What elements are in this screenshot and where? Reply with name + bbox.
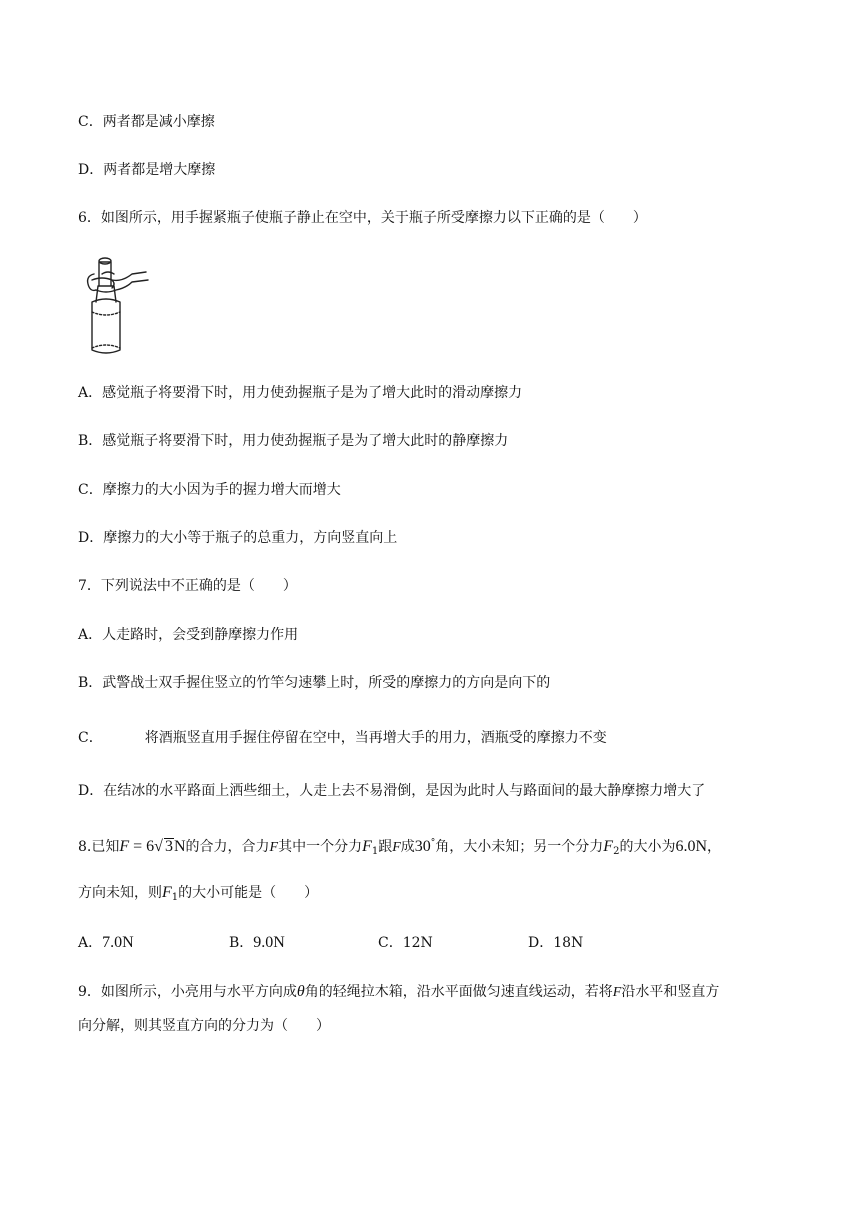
q8-text: 成 <box>400 839 415 855</box>
q8-f1-subscript: 1 <box>371 846 379 857</box>
q6-stem: 6．如图所示，用手握紧瓶子使瓶子静止在空中，关于瓶子所受摩擦力以下正确的是（ ） <box>78 210 647 226</box>
q8-option-a <box>78 934 134 952</box>
q8-stem-line2 <box>78 884 318 907</box>
q8-option-d <box>528 934 583 952</box>
q5-option-c: C．两者都是减小摩擦 <box>78 114 215 130</box>
q8-degree: ° <box>430 838 436 848</box>
q9-text: 沿水平和竖直方 <box>621 984 720 1000</box>
q8-number: 8. <box>78 839 92 855</box>
q8-unit: N <box>173 838 186 855</box>
q9-stem-line1 <box>78 983 719 1002</box>
q8-resultant-symbol: F <box>119 838 130 855</box>
q7-option-b: B．武警战士双手握住竖立的竹竿匀速攀上时，所受的摩擦力的方向是向下的 <box>78 675 551 691</box>
hand-holding-bottle-figure <box>82 252 152 358</box>
q9-stem-line2: 向分解，则其竖直方向的分力为（ ） <box>78 1018 330 1034</box>
q8-f1-symbol: F <box>162 884 172 901</box>
q8-f1-subscript: 1 <box>171 892 179 903</box>
q8-f2-value: 6.0N <box>675 838 708 855</box>
q8-text: 的大小可能是（ ） <box>178 885 319 901</box>
q8-option-c-value: 12N <box>402 935 433 951</box>
q9-text: 9．如图所示，小亮用与水平方向成 <box>78 984 297 1000</box>
q6-option-b: B．感觉瓶子将要滑下时，用力使劲握瓶子是为了增大此时的静摩擦力 <box>78 433 509 449</box>
q8-force-symbol: F <box>269 840 279 855</box>
q8-text: 的合力，合力 <box>185 839 270 855</box>
q8-text: 跟 <box>378 839 393 855</box>
q9-theta-symbol: θ <box>296 983 305 1000</box>
q8-option-b-value: 9.0N <box>253 934 285 951</box>
q8-force-symbol: F <box>392 840 401 855</box>
q8-text: 的大小为 <box>619 839 676 855</box>
q8-text: 其中一个分力 <box>278 839 363 855</box>
q8-option-b-label: B． <box>229 935 254 951</box>
q8-text: 角，大小未知；另一个分力 <box>435 839 604 855</box>
q8-option-c <box>378 934 433 952</box>
q7-option-c-label: C． <box>78 730 103 746</box>
q8-option-d-value: 18N <box>553 935 584 951</box>
q8-root: 3 <box>164 838 173 855</box>
q8-text: ， <box>707 839 722 855</box>
q8-option-d-label: D． <box>528 935 554 951</box>
q8-f1-symbol: F <box>362 838 372 855</box>
q8-stem-line1: 8.已知F = 6√ 3N的合力，合力F其中一个分力$F_1$跟F成30°角，大小未知；另一个分力$F_2$的大小为6.0N， <box>78 838 722 857</box>
q7-option-d: D．在结冰的水平路面上洒些细土，人走上去不易滑倒，是因为此时人与路面间的最大静摩擦力增大了 <box>78 783 706 799</box>
q8-text: 已知 <box>91 839 120 855</box>
q8-option-a-label: A． <box>78 935 103 951</box>
q8-f2-symbol: F <box>603 838 614 855</box>
q6-option-d: D．摩擦力的大小等于瓶子的总重力，方向竖直向上 <box>78 530 398 546</box>
q5-option-d: D．两者都是增大摩擦 <box>78 162 216 178</box>
q7-option-c <box>78 729 607 747</box>
q8-angle: 30 <box>414 838 431 855</box>
q7-stem: 7．下列说法中不正确的是（ ） <box>78 578 297 594</box>
q6-option-c: C．摩擦力的大小因为手的握力增大而增大 <box>78 482 341 498</box>
q7-option-a: A．人走路时，会受到静摩擦力作用 <box>78 627 299 643</box>
q9-text: 角的轻绳拉木箱，沿水平面做匀速直线运动，若将 <box>304 984 613 1000</box>
q8-text: 方向未知，则 <box>78 885 162 901</box>
q7-option-c-text: 将酒瓶竖直用手握住停留在空中，当再增大手的用力，酒瓶受的摩擦力不变 <box>144 730 607 746</box>
q8-option-b <box>229 934 285 952</box>
q8-option-a-value: 7.0N <box>102 934 134 951</box>
q8-option-c-label: C． <box>378 935 403 951</box>
q9-force-symbol: F <box>612 985 622 1000</box>
q8-equals: = 6 <box>129 838 155 855</box>
q6-option-a: A．感觉瓶子将要滑下时，用力使劲握瓶子是为了增大此时的滑动摩擦力 <box>78 385 523 401</box>
q8-f2-subscript: 2 <box>613 846 620 857</box>
